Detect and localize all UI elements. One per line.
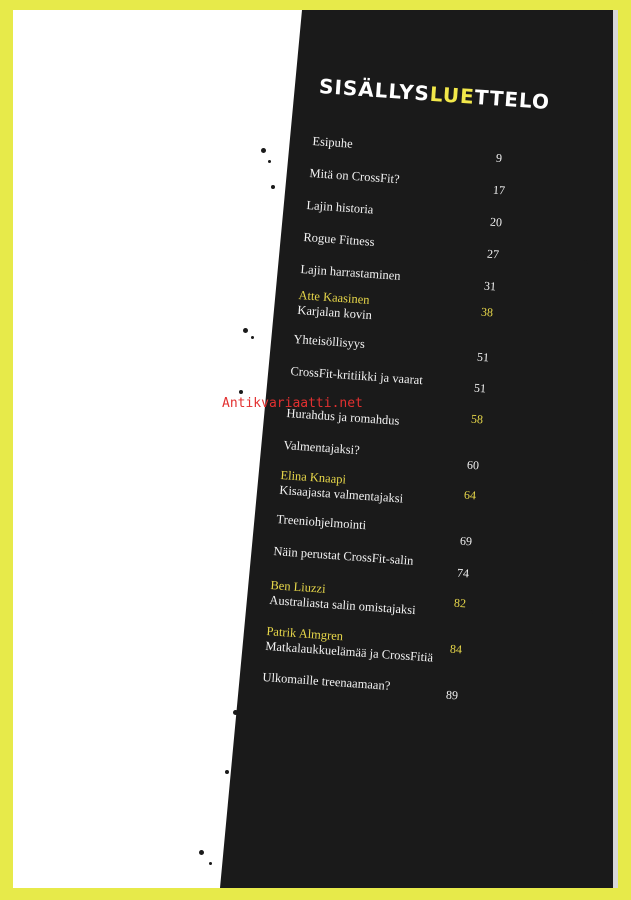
toc-entry-title: Lajin historia	[306, 198, 374, 217]
toc-page-number: 9	[495, 150, 503, 166]
toc-entry-author: Ben Liuzzi	[270, 578, 327, 596]
toc-page-number: 89	[445, 687, 459, 703]
toc-page-number: 60	[466, 457, 480, 473]
toc-entry-title: Mitä on CrossFit?	[309, 166, 401, 187]
ink-splatter	[243, 328, 248, 333]
toc-page-number: 51	[473, 380, 487, 396]
toc-entry-featured	[297, 288, 374, 323]
toc-entry-title: Australiasta salin omistajaksi	[268, 592, 417, 618]
toc-entry-title: Näin perustat CrossFit-salin	[273, 544, 414, 568]
toc-page-number: 74	[456, 565, 470, 581]
toc-page-number: 20	[489, 214, 503, 230]
toc-page-number: 58	[470, 411, 484, 427]
toc-entry-title: Rogue Fitness	[303, 230, 376, 249]
ink-splatter	[575, 430, 581, 436]
ink-splatter	[233, 710, 238, 715]
toc-title-highlight: LUE	[429, 81, 476, 109]
ink-splatter	[588, 610, 593, 615]
ink-splatter	[251, 336, 254, 339]
page-edge	[613, 10, 618, 888]
toc-page-number: 64	[463, 487, 477, 503]
toc-entry-title: Kisaajasta valmentajaksi	[278, 482, 404, 506]
ink-splatter	[239, 390, 243, 394]
toc-page-number: 38	[480, 304, 494, 320]
toc-entry-title: Karjalan kovin	[296, 302, 373, 323]
ink-splatter	[268, 160, 271, 163]
toc-entry-title: Lajin harrastaminen	[300, 262, 402, 283]
toc-entry-title: CrossFit-kritiikki ja vaarat	[290, 364, 424, 388]
toc-entry-title: Valmentajaksi?	[283, 438, 361, 458]
book-page	[13, 10, 613, 888]
ink-splatter	[209, 862, 212, 865]
toc-entry-title: Matkalaukkuelämää ja CrossFitiä	[264, 638, 434, 665]
ink-splatter	[598, 130, 604, 136]
toc-page-number: 27	[486, 246, 500, 262]
toc-title-part3: TTELO	[473, 84, 551, 115]
toc-entry-author: Elina Knaapi	[280, 468, 347, 487]
toc-page-number: 82	[453, 595, 467, 611]
toc-entry-title: Hurahdus ja romahdus	[286, 406, 400, 428]
ink-splatter	[553, 830, 559, 836]
toc-page-number: 84	[449, 641, 463, 657]
ink-splatter	[261, 148, 266, 153]
toc-page-number: 69	[459, 533, 473, 549]
toc-page-number: 17	[492, 182, 506, 198]
toc-entry	[312, 134, 353, 152]
toc-entry-author: Atte Kaasinen	[298, 288, 370, 307]
ink-splatter	[271, 185, 275, 189]
ink-splatter	[199, 850, 204, 855]
ink-splatter	[583, 260, 588, 265]
toc-entry-title: Treeniohjelmointi	[276, 512, 367, 533]
ink-splatter	[225, 770, 229, 774]
toc-page-number: 31	[483, 278, 497, 294]
toc-page-number: 51	[476, 349, 490, 365]
watermark-text: Antikvariaatti.net	[222, 396, 363, 411]
toc-entry-author: Patrik Almgren	[266, 624, 344, 644]
toc-entry-title: Ulkomaille treenaamaan?	[262, 670, 391, 693]
toc-title-part1: SISÄLLYS	[318, 74, 431, 106]
toc-entry-title: Yhteisöllisyys	[293, 332, 366, 351]
toc-entry-title: Esipuhe	[312, 134, 354, 151]
